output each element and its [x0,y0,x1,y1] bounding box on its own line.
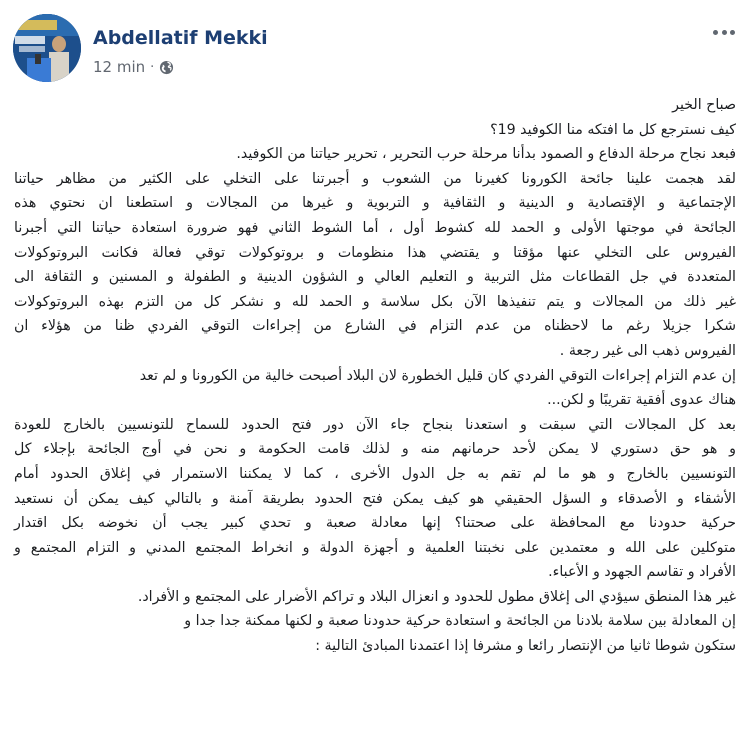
post-text [14,93,736,659]
text-line: بعد كل المجالات التي سبقت و استعدنا بنجاح جاء الآن دور فتح الحدود للسماح للتونسيين بالخارج للعودة [14,416,736,433]
ellipsis-dot [722,30,727,35]
text-line: متوكلين على الله و معتمدين على نخبتنا العلمية و أجهزة الدولة و انخراط المجتمع المدني و التزام المجتمع و [14,539,736,556]
text-line: الإجتماعية و الإقتصادية و الدينية و الثقافية و التربوية و غيرها من المجالات و استطعنا ان نحتوي هذه [14,195,736,212]
separator: · [150,59,155,75]
text-line: إن عدم التزام إجراءات التوقي الفردي كان قليل الخطورة لان البلاد أصبحت خالية من الكورونا و لم تعد [139,367,736,384]
ellipsis-dot [730,30,735,35]
ellipsis-dot [713,30,718,35]
post-header [13,14,741,84]
text-line: غير ذلك من المجالات و يتم تنفيذها الآن بكل سلاسة و الحمد لله و نشكر كل من التزم بهذه البروتوكولات [14,293,736,310]
text-line: الفيروس على التخلي عنها مؤقتا و يقتضي هذا منظومات و بروتوكولات توقي فعالة فكانت البروتوكولات [14,244,736,261]
text-line: الأفراد و تقاسم الجهود و الأعباء. [548,564,736,581]
text-line: إن المعادلة بين سلامة بلادنا من الجائحة و استعادة حركية حدودنا صعبة و لكنها ممكنة جدا جدا و [184,613,736,630]
author-name[interactable]: Abdellatif Mekki [93,27,268,49]
text-line: التونسيين بالخارج و هو ما لم تقم به جل الدول الأخرى ، كما لا يمكننا الاستمرار في إغلاق الحدود أمام [14,465,736,482]
text-line: صباح الخير [672,97,736,113]
timestamp[interactable]: 12 min [93,58,146,76]
text-line: كيف نسترجع كل ما افتكه منا الكوفيد 19؟ [490,121,736,138]
text-line: الفيروس ذهب الى غير رجعة . [559,342,736,359]
text-line: غير هذا المنطق سيؤدي الى إغلاق مطول للحدود و انعزال البلاد و تراكم الأضرار على المجتمع و الأفراد. [137,588,736,605]
text-line: فبعد نجاح مرحلة الدفاع و الصمود بدأنا مرحلة حرب التحرير ، تحرير حياتنا من الكوفيد. [236,146,736,163]
globe-icon[interactable] [159,60,174,75]
post-meta [93,57,174,77]
more-options-icon[interactable] [713,26,735,38]
avatar[interactable] [13,14,81,82]
text-line: الأشقاء و الأصدقاء و السؤل الحقيقي هو كيف يمكن فتح الحدود بطريقة آمنة و بالتالي كيف يمكن أن نستعيد [14,490,736,507]
avatar-photo [13,14,81,82]
text-line: المتعددة في جل القطاعات مثل التربية و التعليم العالي و الشؤون الدينية و الطفولة و المسنين و الثقافة الى [14,269,736,286]
text-line: هناك عدوى أفقية تقريبًا و لكن... [547,392,736,409]
text-line: ستكون شوطا ثانيا من الإنتصار رائعا و مشرفا إذا اعتمدنا المبادئ التالية : [315,638,736,655]
text-line: لقد هجمت علينا جائحة الكورونا كغيرنا من الشعوب و أجبرتنا على التخلي على الكثير من مظاهر حياتنا [14,170,736,187]
text-line: حركية حدودنا مع المحافظة على صحتنا؟ إنها معادلة صعبة و تحدي كبير يجب أن نخوضه بكل اقتدار [14,515,736,532]
text-line: شكرا جزيلا رغم ما لاحظناه من عدم التزام في الشارع من إجراءات التوقي الفردي ظنا من هؤلاء ان [14,318,736,335]
text-line: و هو حق دستوري لا يمكن لأحد حرمانهم منه و لذلك قامت الحكومة و نحن في أوج الجائحة بإجلاء كل [14,441,736,458]
text-line: الجائحة في موجتها الأولى و الحمد لله كشوط أول ، أما الشوط الثاني فهو ضرورة استعادة حياتنا التي أجبرنا [14,219,736,236]
